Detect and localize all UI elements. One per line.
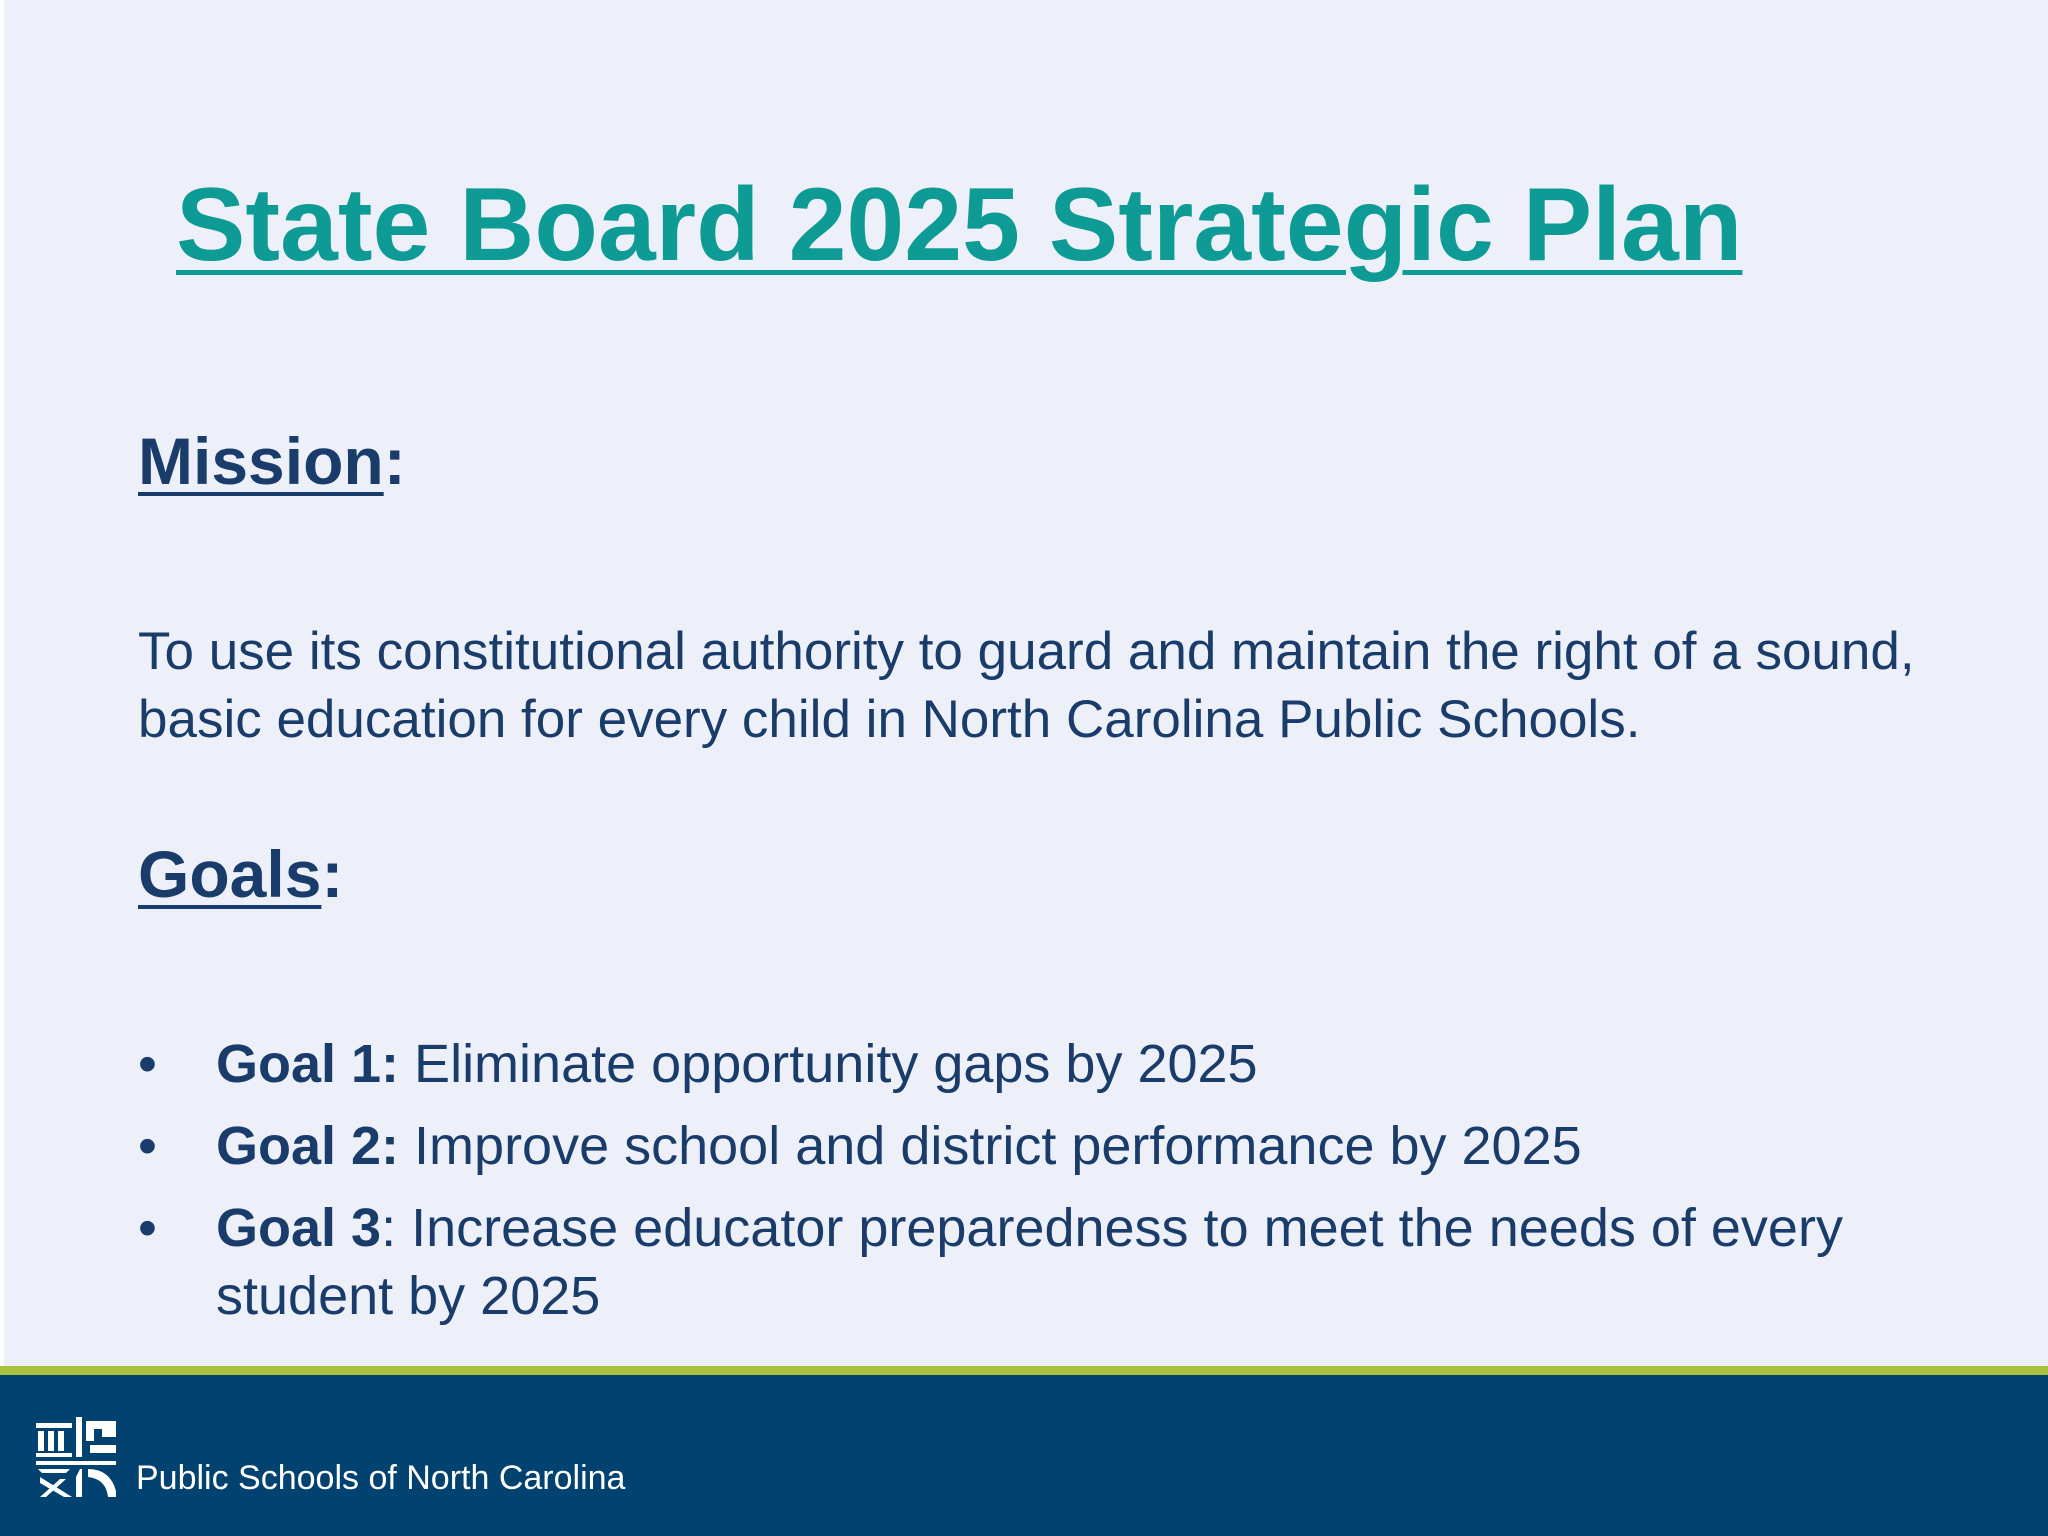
mission-statement: To use its constitutional authority to guard and maintain the right of a sound, basic education for every child in North Carolina Public Schools. [138, 622, 1915, 749]
mission-heading [138, 425, 406, 498]
footer-band [0, 1375, 2048, 1536]
goals-heading-colon: : [321, 837, 344, 911]
goals-heading [138, 838, 343, 911]
slide-title: State Board 2025 Strategic Plan [176, 167, 1743, 283]
goal-text: Eliminate opportunity gaps by 2025 [399, 1034, 1258, 1094]
goal-text: : Increase educator preparedness to meet the needs of every student by 2025 [216, 1198, 1843, 1326]
footer-accent-line [0, 1366, 2048, 1375]
slide-left-edge [0, 0, 4, 1366]
goal-item-3 [138, 1194, 1938, 1330]
mission-heading-label: Mission [138, 424, 384, 498]
bullet: • [138, 1198, 157, 1258]
goal-label: Goal 2: [216, 1116, 400, 1176]
goal-item-2 [138, 1112, 1938, 1180]
bullet: • [138, 1034, 157, 1094]
mission-heading-colon: : [383, 424, 406, 498]
goal-text: Improve school and district performance by 2025 [399, 1116, 1582, 1176]
goals-heading-label: Goals [138, 837, 322, 911]
goals-list [138, 1030, 1938, 1344]
footer-org-name: Public Schools of North Carolina [136, 1459, 626, 1497]
goal-label: Goal 3 [216, 1198, 382, 1258]
goal-item-1 [138, 1030, 1938, 1098]
bullet: • [138, 1116, 157, 1176]
goal-label: Goal 1: [216, 1034, 400, 1094]
nc-public-schools-logo-icon [36, 1417, 116, 1497]
